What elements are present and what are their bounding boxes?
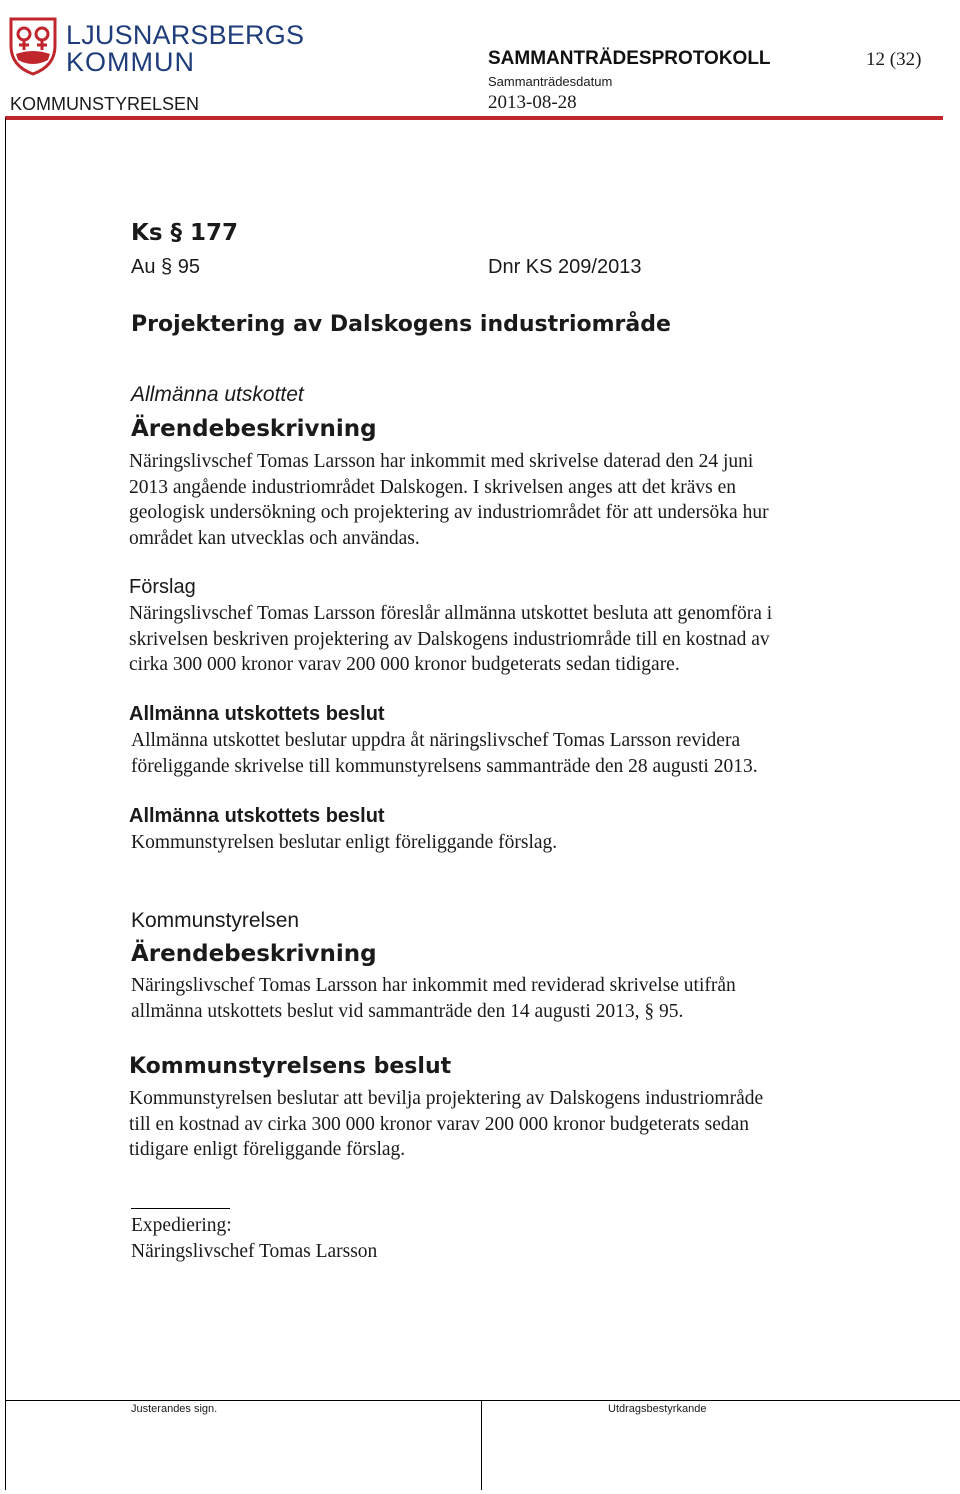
paragraph xyxy=(131,973,736,1024)
text-line: föreliggande skrivelse till kommunstyrelsens sammanträde den 28 augusti 2013. xyxy=(131,755,758,777)
text-line: 2013 angående industriområdet Dalskogen. I skrivelsen anges att det krävs en xyxy=(129,476,737,498)
paragraph xyxy=(131,830,557,856)
separator-line xyxy=(131,1208,230,1209)
footer-divider xyxy=(481,1400,482,1490)
text-line: Näringslivschef Tomas Larsson föreslår allmänna utskottet besluta att genomföra i xyxy=(129,603,773,624)
section-heading: Allmänna utskottets beslut xyxy=(129,703,385,725)
committee-name: Kommunstyrelsen xyxy=(131,909,300,932)
paragraph xyxy=(129,449,769,551)
ks-paragraph-ref: Ks § 177 xyxy=(131,220,239,246)
distribution-label: Expediering: xyxy=(131,1215,232,1236)
page-number: 12 (32) xyxy=(866,49,922,70)
text-line: till en kostnad av cirka 300 000 kronor varav 200 000 kronor budgeterats sedan xyxy=(129,1113,750,1135)
diary-number: Dnr KS 209/2013 xyxy=(488,256,642,278)
paragraph xyxy=(129,601,772,678)
text-line: Allmänna utskottet beslutar uppdra åt näringslivschef Tomas Larsson revidera xyxy=(131,730,741,751)
text-line: området kan utvecklas och användas. xyxy=(129,527,420,549)
distribution-recipient: Näringslivschef Tomas Larsson xyxy=(131,1240,378,1262)
header-rule xyxy=(5,116,943,120)
text-line: tidigare enligt föreliggande förslag. xyxy=(129,1139,406,1161)
certification-field-label: Utdragsbestyrkande xyxy=(608,1403,707,1415)
text-line: allmänna utskottets beslut vid sammanträde den 14 augusti 2013, § 95. xyxy=(131,1000,684,1022)
text-line: Kommunstyrelsen beslutar att bevilja projektering av Dalskogens industriområde xyxy=(129,1088,764,1109)
body-name: KOMMUNSTYRELSEN xyxy=(10,94,200,114)
section-heading: Allmänna utskottets beslut xyxy=(129,805,385,827)
committee-name: Allmänna utskottet xyxy=(131,383,304,406)
meeting-date-label: Sammanträdesdatum xyxy=(488,74,613,89)
paragraph xyxy=(131,728,758,779)
section-heading: Ärendebeskrivning xyxy=(131,416,377,442)
text-line: geologisk undersökning och projektering av industriområdet för att undersöka hur xyxy=(129,502,769,524)
paragraph xyxy=(129,1086,763,1163)
text-line: skrivelsen beskriven projektering av Dalskogens industriområde till en kostnad av xyxy=(129,628,770,650)
case-title: Projektering av Dalskogens industriområde xyxy=(131,312,671,337)
decision-heading: Kommunstyrelsens beslut xyxy=(129,1054,452,1079)
protocol-title: SAMMANTRÄDESPROTOKOLL xyxy=(488,48,771,69)
left-margin-rule xyxy=(5,118,6,1490)
section-heading: Förslag xyxy=(129,576,196,598)
logo-wordmark xyxy=(66,22,304,76)
au-paragraph-ref: Au § 95 xyxy=(131,256,200,278)
text-line: Näringslivschef Tomas Larsson har inkommit med skrivelse daterad den 24 juni xyxy=(129,451,754,472)
logo-line-2: KOMMUN xyxy=(66,47,195,77)
footer-rule xyxy=(5,1400,960,1401)
coat-of-arms-icon xyxy=(8,16,58,76)
section-heading: Ärendebeskrivning xyxy=(131,941,377,967)
signature-field-label: Justerandes sign. xyxy=(131,1403,218,1415)
distribution xyxy=(131,1213,377,1264)
text-line: Kommunstyrelsen beslutar enligt föreliggande förslag. xyxy=(131,832,558,853)
text-line: Näringslivschef Tomas Larsson har inkommit med reviderad skrivelse utifrån xyxy=(131,975,736,996)
meeting-date: 2013-08-28 xyxy=(488,92,577,113)
municipality-logo xyxy=(8,12,305,77)
text-line: cirka 300 000 kronor varav 200 000 kronor budgeterats sedan tidigare. xyxy=(129,654,680,676)
logo-line-1: LJUSNARSBERGS xyxy=(66,20,305,50)
